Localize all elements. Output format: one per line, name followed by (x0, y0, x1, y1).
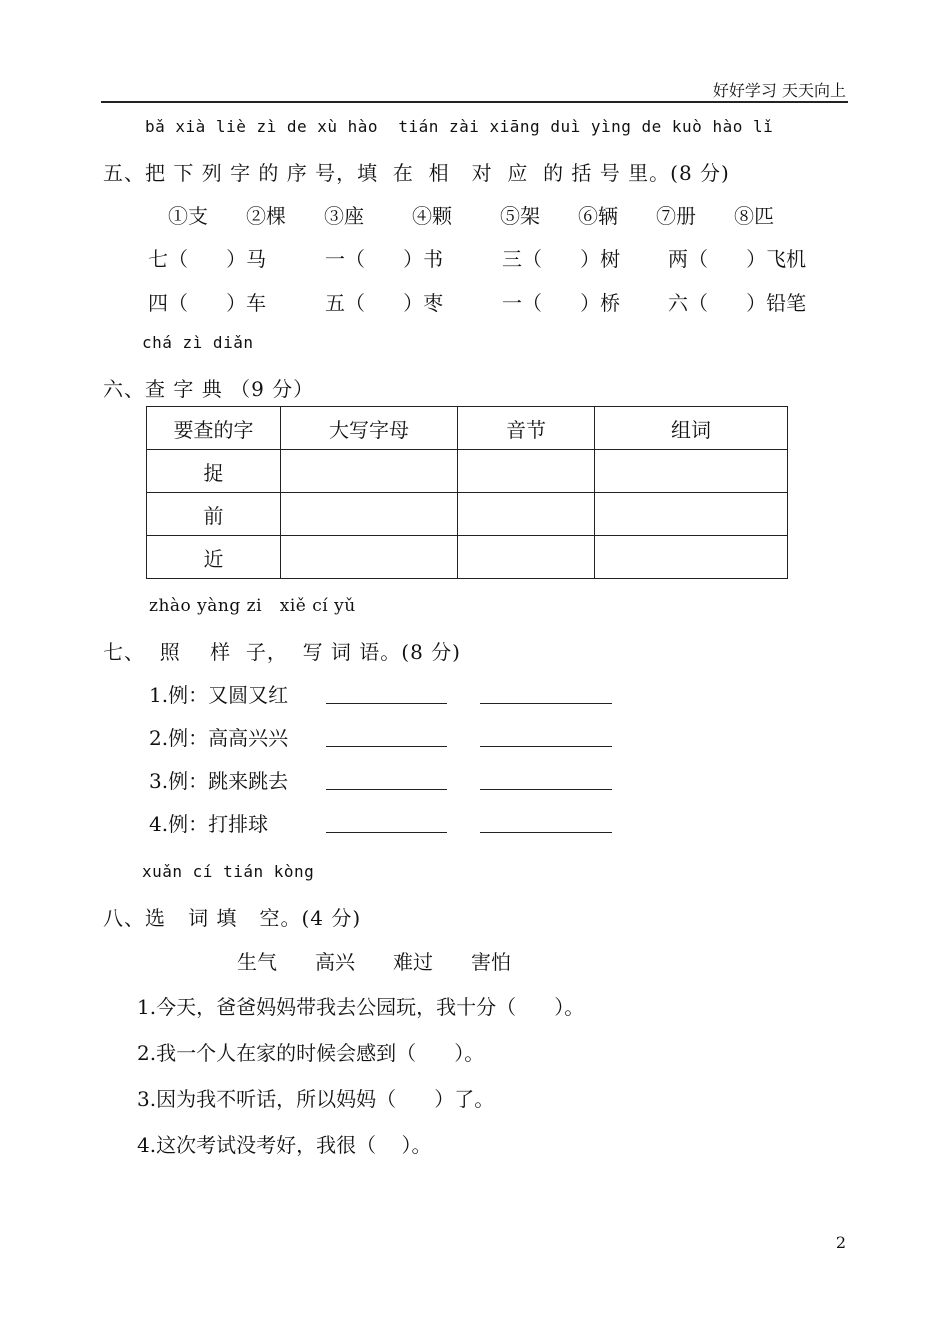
fill-item: 一（ ）书 (325, 247, 444, 271)
option-item: ⑦册 (656, 204, 696, 228)
fill-row-2 (148, 287, 828, 316)
table-header-cell: 音节 (458, 407, 595, 450)
fill-item: 五（ ）枣 (325, 291, 444, 315)
answer-blank[interactable] (480, 745, 612, 747)
header-rule (101, 101, 848, 103)
answer-blank[interactable] (326, 788, 447, 790)
sentence-item: 4.这次考试没考好，我很（ ）。 (137, 1133, 432, 1157)
fill-item: 七（ ）马 (148, 247, 267, 271)
fill-item: 六（ ）铅笔 (668, 291, 807, 315)
fill-item: 一（ ）桥 (502, 291, 621, 315)
option-item: ③座 (324, 204, 364, 228)
fill-item: 两（ ）飞机 (668, 247, 807, 271)
word-bank-item: 生气 (237, 950, 277, 974)
word-bank-item: 害怕 (471, 950, 511, 974)
fill-row-1 (148, 243, 828, 272)
table-char-cell: 捉 (147, 450, 281, 493)
sentence-item: 3.因为我不听话，所以妈妈（ ）了。 (137, 1087, 495, 1111)
example-item: 4.例：打排球 (149, 812, 269, 836)
section5-title: 五、把 下 列 字 的 序 号，填 在 相 对 应 的 括 号 里。(8 分) (103, 161, 730, 185)
answer-blank[interactable] (480, 702, 612, 704)
option-item: ⑧匹 (734, 204, 774, 228)
example-item: 2.例：高高兴兴 (149, 726, 289, 750)
answer-cell[interactable] (458, 493, 595, 536)
section7-title: 七、 照 样 子， 写 词 语。(8 分) (103, 640, 461, 664)
table-header-row (147, 407, 788, 450)
answer-blank[interactable] (480, 831, 612, 833)
table-header-cell: 大写字母 (281, 407, 458, 450)
word-bank-item: 难过 (393, 950, 433, 974)
table-row (147, 493, 788, 536)
sentence-item: 1.今天，爸爸妈妈带我去公园玩，我十分（ ）。 (137, 995, 585, 1019)
answer-blank[interactable] (326, 702, 447, 704)
section7-pinyin: zhào yàng zi xiě cí yǔ (149, 596, 356, 616)
section6-pinyin: chá zì diǎn (142, 333, 254, 352)
option-item: ④颗 (412, 204, 452, 228)
answer-cell[interactable] (281, 493, 458, 536)
answer-cell[interactable] (458, 536, 595, 579)
table-row (147, 536, 788, 579)
table-row (147, 450, 788, 493)
fill-item: 四（ ）车 (148, 291, 267, 315)
answer-cell[interactable] (595, 536, 788, 579)
option-item: ②棵 (246, 204, 286, 228)
answer-blank[interactable] (326, 745, 447, 747)
fill-item: 三（ ）树 (502, 247, 621, 271)
table-char-cell: 前 (147, 493, 281, 536)
section8-title: 八、选 词 填 空。(4 分) (103, 906, 362, 930)
word-bank-item: 高兴 (315, 950, 355, 974)
answer-blank[interactable] (480, 788, 612, 790)
page-header: 好好学习 天天向上 (712, 81, 846, 100)
table-char-cell: 近 (147, 536, 281, 579)
answer-cell[interactable] (595, 493, 788, 536)
option-item: ⑤架 (500, 204, 540, 228)
word-bank (237, 946, 531, 975)
answer-cell[interactable] (458, 450, 595, 493)
answer-cell[interactable] (281, 450, 458, 493)
table-header-cell: 要查的字 (147, 407, 281, 450)
answer-cell[interactable] (595, 450, 788, 493)
option-item: ⑥辆 (578, 204, 618, 228)
table-header-cell: 组词 (595, 407, 788, 450)
dictionary-table (146, 406, 788, 579)
section5-pinyin: bǎ xià liè zì de xù hào tián zài xiāng duì yìng de kuò hào lǐ (145, 117, 774, 136)
answer-cell[interactable] (281, 536, 458, 579)
answer-blank[interactable] (326, 831, 447, 833)
measure-word-options (168, 200, 784, 229)
page-number: 2 (835, 1233, 846, 1252)
example-item: 1.例：又圆又红 (149, 683, 289, 707)
option-item: ①支 (168, 204, 208, 228)
example-item: 3.例：跳来跳去 (149, 769, 289, 793)
section6-title: 六、查 字 典 （9 分） (103, 377, 315, 401)
sentence-item: 2.我一个人在家的时候会感到（ ）。 (137, 1041, 485, 1065)
section8-pinyin: xuǎn cí tián kòng (142, 862, 315, 881)
